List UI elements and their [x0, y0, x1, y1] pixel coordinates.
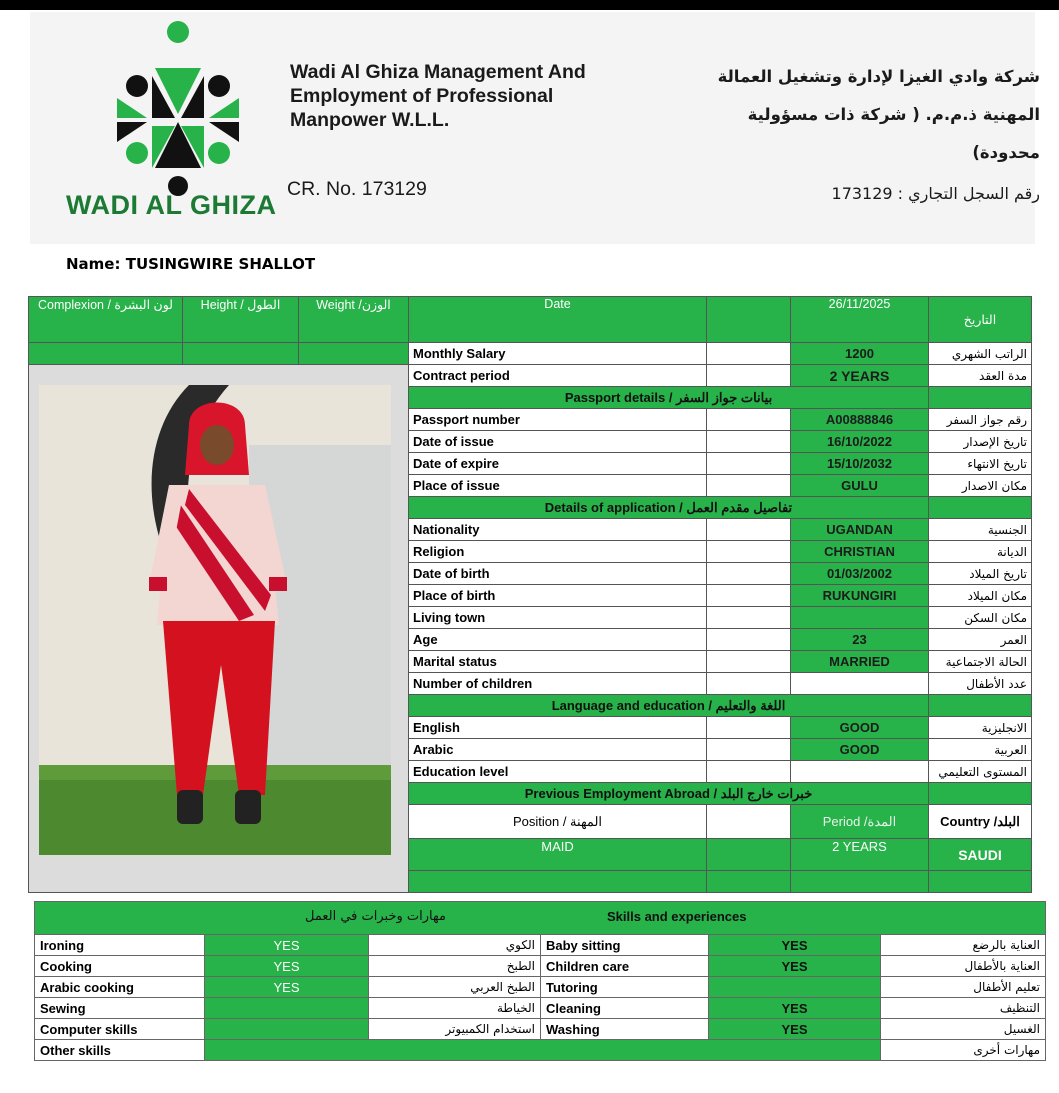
skill-sewing-label-ar: الخياطة	[369, 998, 541, 1019]
skill-tutoring-value	[709, 977, 881, 998]
skill-computer-label: Computer skills	[35, 1019, 205, 1040]
education-label-ar: المستوى التعليمي	[929, 761, 1032, 783]
skill-cleaning-label: Cleaning	[541, 998, 709, 1019]
company-name-ar-line: شركة وادي الغيزا لإدارة وتشغيل العمالة	[717, 67, 1040, 86]
skill-ironing-label: Ironing	[35, 935, 205, 956]
date-of-birth-label: Date of birth	[409, 563, 707, 585]
nationality-label: Nationality	[409, 519, 707, 541]
skill-ironing-label-ar: الكوي	[369, 935, 541, 956]
top-black-bar	[0, 0, 1059, 10]
weight-value	[299, 343, 409, 365]
company-name-en-line: Employment of Professional	[290, 85, 554, 107]
skill-cooking-label: Cooking	[35, 956, 205, 977]
skill-cleaning-value: YES	[709, 998, 881, 1019]
contract-period-label-ar: مدة العقد	[929, 365, 1032, 387]
arabic-label: Arabic	[409, 739, 707, 761]
skill-washing-label: Washing	[541, 1019, 709, 1040]
skills-title-en: Skills and experiences	[607, 909, 747, 924]
skills-title-ar: مهارات وخبرات في العمل	[305, 909, 446, 924]
nationality-label-ar: الجنسية	[929, 519, 1032, 541]
place-of-birth-value: RUKUNGIRI	[791, 585, 929, 607]
blank-cell	[707, 871, 791, 893]
height-value	[183, 343, 299, 365]
date-value: 26/11/2025	[791, 297, 929, 343]
blank-cell	[707, 365, 791, 387]
skill-cooking-value: YES	[205, 956, 369, 977]
skill-children-care-label-ar: العناية بالأطفال	[881, 956, 1046, 977]
skill-computer-value	[205, 1019, 369, 1040]
education-label: Education level	[409, 761, 707, 783]
passport-section-header: Passport details / بيانات جواز السفر	[409, 387, 929, 409]
passport-number-label-ar: رقم جواز السفر	[929, 409, 1032, 431]
blank-cell	[707, 475, 791, 497]
passport-number-label: Passport number	[409, 409, 707, 431]
english-label-ar: الانجليزية	[929, 717, 1032, 739]
date-of-birth-value: 01/03/2002	[791, 563, 929, 585]
skill-ironing-value: YES	[205, 935, 369, 956]
candidate-photo	[39, 385, 391, 855]
date-of-expire-label: Date of expire	[409, 453, 707, 475]
cv-table	[28, 296, 1032, 893]
blank-cell	[707, 453, 791, 475]
blank-cell	[707, 541, 791, 563]
living-town-value	[791, 607, 929, 629]
religion-label-ar: الديانة	[929, 541, 1032, 563]
date-label: Date	[409, 297, 707, 343]
skill-baby-sitting-value: YES	[709, 935, 881, 956]
blank-cell	[929, 695, 1032, 717]
blank-cell	[707, 607, 791, 629]
company-name-ar-line: المهنية ذ.م.م. ( شركة ذات مسؤولية	[747, 105, 1040, 124]
skill-computer-label-ar: استخدام الكمبيوتر	[369, 1019, 541, 1040]
english-value: GOOD	[791, 717, 929, 739]
skill-arabic-cooking-label-ar: الطبخ العربي	[369, 977, 541, 998]
marital-status-value: MARRIED	[791, 651, 929, 673]
height-header: Height / الطول	[183, 297, 299, 343]
monthly-salary-label: Monthly Salary	[409, 343, 707, 365]
monthly-salary-label-ar: الراتب الشهري	[929, 343, 1032, 365]
blank-cell	[929, 871, 1032, 893]
blank-cell	[707, 519, 791, 541]
blank-cell	[707, 629, 791, 651]
blank-cell	[707, 761, 791, 783]
blank-cell	[707, 585, 791, 607]
job-position: MAID	[409, 839, 707, 871]
skill-tutoring-label-ar: تعليم الأطفال	[881, 977, 1046, 998]
skill-children-care-label: Children care	[541, 956, 709, 977]
candidate-name: Name: TUSINGWIRE SHALLOT	[66, 255, 316, 273]
blank-cell	[409, 871, 707, 893]
skill-arabic-cooking-label: Arabic cooking	[35, 977, 205, 998]
date-of-birth-label-ar: تاريخ الميلاد	[929, 563, 1032, 585]
skill-other-value	[205, 1040, 881, 1061]
blank-cell	[707, 563, 791, 585]
blank-cell	[707, 739, 791, 761]
skills-title-bar	[35, 902, 1046, 935]
blank-cell	[707, 673, 791, 695]
blank-cell	[929, 387, 1032, 409]
application-section-header: Details of application / تفاصيل مقدم العمل	[409, 497, 929, 519]
arabic-label-ar: العربية	[929, 739, 1032, 761]
date-of-issue-label: Date of issue	[409, 431, 707, 453]
cr-number-en: CR. No. 173129	[287, 178, 427, 200]
skill-sewing-value	[205, 998, 369, 1019]
children-label: Number of children	[409, 673, 707, 695]
living-town-label-ar: مكان السكن	[929, 607, 1032, 629]
english-label: English	[409, 717, 707, 739]
name-value: TUSINGWIRE SHALLOT	[125, 255, 316, 273]
company-name-en	[290, 60, 670, 132]
children-value	[791, 673, 929, 695]
blank-cell	[929, 497, 1032, 519]
place-of-issue-label-ar: مكان الاصدار	[929, 475, 1032, 497]
skills-table	[34, 901, 1046, 1061]
marital-status-label-ar: الحالة الاجتماعية	[929, 651, 1032, 673]
skill-cooking-label-ar: الطبخ	[369, 956, 541, 977]
company-name-ar	[660, 58, 1040, 172]
skill-other-label: Other skills	[35, 1040, 205, 1061]
blank-cell	[707, 297, 791, 343]
company-name-en-line: Wadi Al Ghiza Management And	[290, 61, 586, 83]
position-header: Position / المهنة	[409, 805, 707, 839]
language-section-header: Language and education / اللغة والتعليم	[409, 695, 929, 717]
children-label-ar: عدد الأطفال	[929, 673, 1032, 695]
date-of-expire-value: 15/10/2032	[791, 453, 929, 475]
place-of-issue-label: Place of issue	[409, 475, 707, 497]
employment-section-header: Previous Employment Abroad / خبرات خارج البلد	[409, 783, 929, 805]
date-of-issue-value: 16/10/2022	[791, 431, 929, 453]
education-value	[791, 761, 929, 783]
skill-other-label-ar: مهارات أخرى	[881, 1040, 1046, 1061]
blank-cell	[707, 431, 791, 453]
living-town-label: Living town	[409, 607, 707, 629]
place-of-issue-value: GULU	[791, 475, 929, 497]
complexion-value	[29, 343, 183, 365]
skill-children-care-value: YES	[709, 956, 881, 977]
date-of-expire-label-ar: تاريخ الانتهاء	[929, 453, 1032, 475]
skill-tutoring-label: Tutoring	[541, 977, 709, 998]
brand-name: WADI AL GHIZA	[66, 190, 277, 220]
period-header: Period /المدة	[791, 805, 929, 839]
date-label-ar: التاريخ	[929, 297, 1032, 343]
blank-cell	[707, 409, 791, 431]
name-label: Name	[66, 255, 115, 273]
contract-period-value: 2 YEARS	[791, 365, 929, 387]
place-of-birth-label: Place of birth	[409, 585, 707, 607]
place-of-birth-label-ar: مكان الميلاد	[929, 585, 1032, 607]
blank-cell	[707, 651, 791, 673]
job-period: 2 YEARS	[791, 839, 929, 871]
arabic-value: GOOD	[791, 739, 929, 761]
age-label-ar: العمر	[929, 629, 1032, 651]
photo-cell	[29, 365, 409, 893]
monthly-salary-value: 1200	[791, 343, 929, 365]
contract-period-label: Contract period	[409, 365, 707, 387]
skill-sewing-label: Sewing	[35, 998, 205, 1019]
passport-number-value: A00888846	[791, 409, 929, 431]
skill-washing-label-ar: الغسيل	[881, 1019, 1046, 1040]
age-value: 23	[791, 629, 929, 651]
skill-baby-sitting-label: Baby sitting	[541, 935, 709, 956]
blank-cell	[707, 839, 791, 871]
job-country: SAUDI	[929, 839, 1032, 871]
country-header: Country /البلد	[929, 805, 1032, 839]
blank-cell	[707, 805, 791, 839]
cr-number-ar: رقم السجل التجاري : 173129	[831, 184, 1040, 203]
blank-cell	[707, 717, 791, 739]
skill-cleaning-label-ar: التنظيف	[881, 998, 1046, 1019]
religion-label: Religion	[409, 541, 707, 563]
candidate-photo-image	[39, 385, 391, 855]
skill-baby-sitting-label-ar: العناية بالرضع	[881, 935, 1046, 956]
date-of-issue-label-ar: تاريخ الإصدار	[929, 431, 1032, 453]
skill-washing-value: YES	[709, 1019, 881, 1040]
complexion-header: Complexion / لون البشرة	[29, 297, 183, 343]
company-name-en-line: Manpower W.L.L.	[290, 109, 450, 131]
age-label: Age	[409, 629, 707, 651]
blank-cell	[929, 783, 1032, 805]
nationality-value: UGANDAN	[791, 519, 929, 541]
skill-arabic-cooking-value: YES	[205, 977, 369, 998]
blank-cell	[791, 871, 929, 893]
religion-value: CHRISTIAN	[791, 541, 929, 563]
weight-header: Weight /الوزن	[299, 297, 409, 343]
marital-status-label: Marital status	[409, 651, 707, 673]
blank-cell	[707, 343, 791, 365]
company-name-ar-line: محدودة)	[972, 143, 1040, 162]
